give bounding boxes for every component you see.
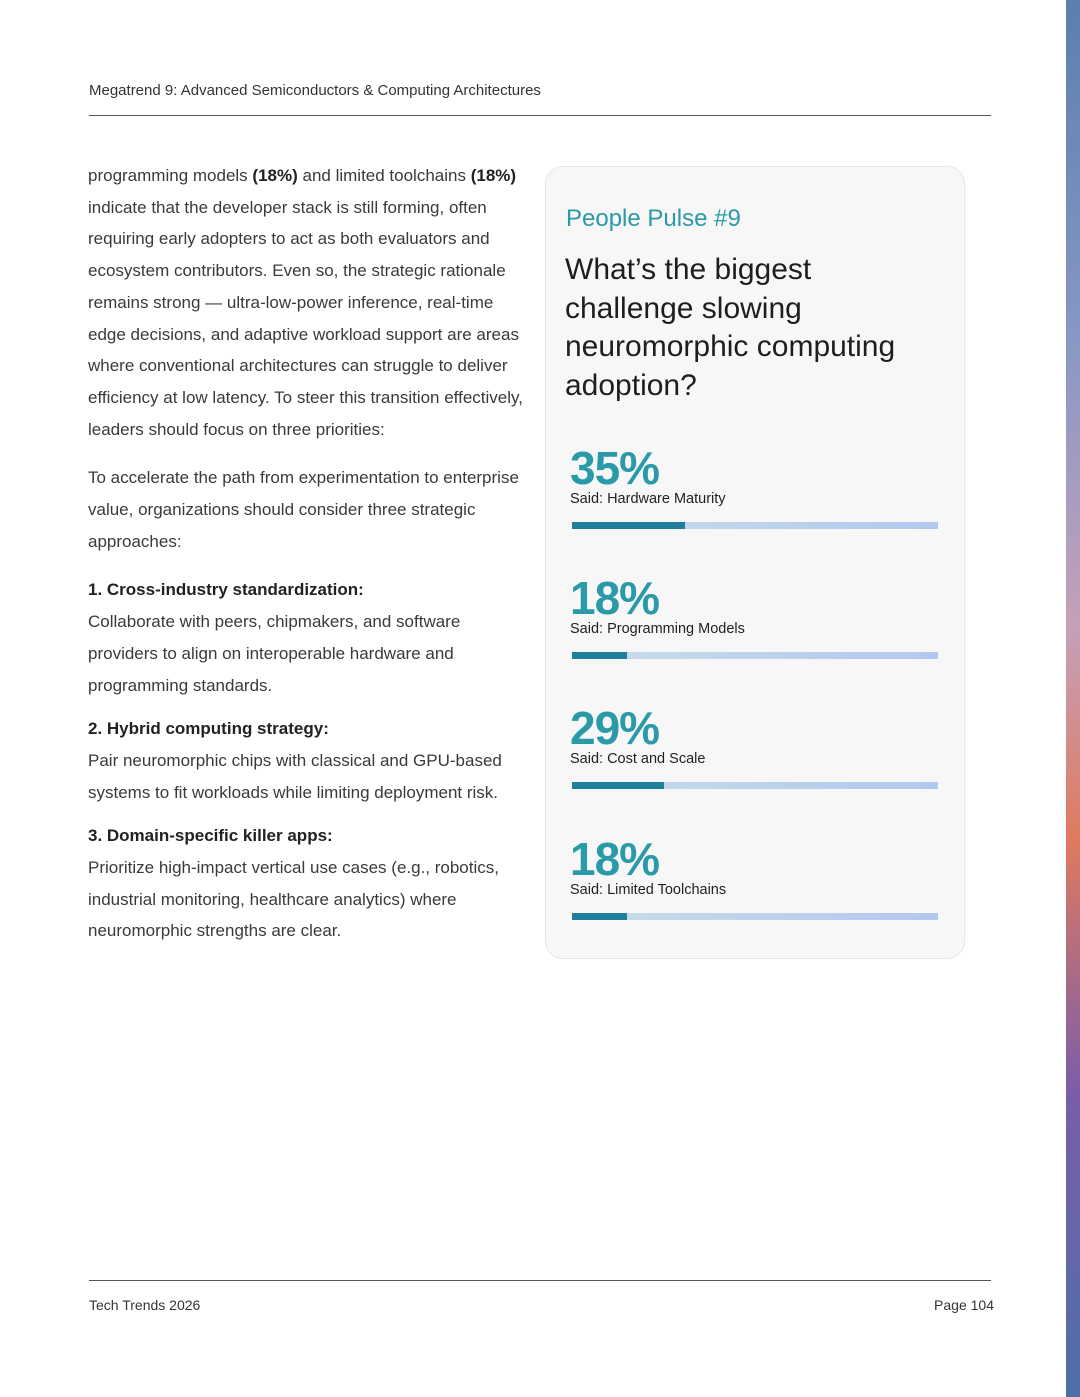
bold-stat: (18%) [470,166,517,185]
page-number: Page 104 [934,1297,994,1313]
stat-label: Said: Programming Models [570,621,745,637]
card-question: What’s the biggest challenge slowing neuromorphic computing adoption? [565,253,896,402]
people-pulse-card [545,166,965,959]
stat-percent: 35% [570,442,660,494]
card-label: People Pulse #9 [566,205,741,232]
progress-bar [572,782,938,789]
progress-fill [572,913,627,920]
approach-text: Collaborate with peers, chipmakers, and software providers to align on interoperable hardware and programming standards. [88,612,461,695]
approach-item-3 [88,820,528,947]
progress-bar [572,913,938,920]
stat-programming-models [570,573,940,637]
progress-fill [572,782,664,789]
footer-publication: Tech Trends 2026 [89,1297,201,1313]
text-segment: and limited toolchains [297,166,471,185]
header-divider [89,115,991,116]
stat-cost-and-scale [570,703,940,767]
body-column [88,160,528,959]
stat-label: Said: Hardware Maturity [570,491,726,507]
footer-divider [89,1280,991,1281]
approach-item-2 [88,713,528,808]
progress-fill [572,652,627,659]
progress-bar [572,522,938,529]
approach-text: Pair neuromorphic chips with classical and GPU-based systems to fit workloads while limiting deployment risk. [88,750,502,802]
text-segment: indicate that the developer stack is still forming, often requiring early adopters to act as both evaluators and ecosystem contributors. Even so, the strategic rationale remains strong — ultra-low-power inference, real-time edge decisions, and adaptive workload support are areas where conventional architectures can struggle to deliver efficiency at low latency. To steer this transition effectively, leaders should focus on three priorities: [88,197,523,439]
approach-text: Prioritize high-impact vertical use cases (e.g., robotics, industrial monitoring, healthcare analytics) where neuromorphic strengths are clear. [88,858,499,941]
decorative-edge-gradient [1066,0,1080,1397]
bold-stat: (18%) [252,166,298,185]
stat-label: Said: Limited Toolchains [570,882,727,898]
approach-title: 3. Domain-specific killer apps: [88,826,333,846]
stat-hardware-maturity [570,443,940,507]
running-header: Megatrend 9: Advanced Semiconductors & Computing Architectures [89,82,541,99]
approach-title: 2. Hybrid computing strategy: [88,719,329,739]
stat-label: Said: Cost and Scale [570,751,706,767]
stat-limited-toolchains [570,834,940,898]
body-paragraph-2: To accelerate the path from experimentation to enterprise value, organizations should consider three strategic approaches: [88,468,519,551]
progress-fill [572,522,685,529]
stat-percent: 18% [570,833,660,885]
approach-item-1 [88,574,528,701]
progress-bar [572,652,938,659]
stat-percent: 29% [570,702,660,754]
stat-percent: 18% [570,572,660,624]
approach-title: 1. Cross-industry standardization: [88,580,364,600]
body-paragraph-1 [88,160,528,445]
text-segment: programming models [88,166,253,185]
